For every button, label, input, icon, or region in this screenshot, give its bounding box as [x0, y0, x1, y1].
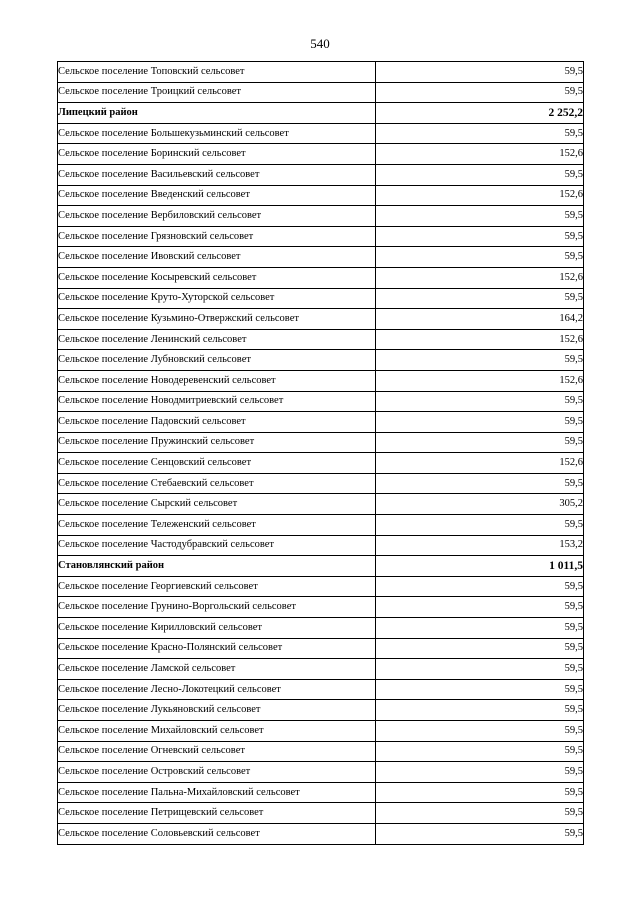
settlement-name-cell: Сельское поселение Новодмитриевский сельсовет: [58, 391, 376, 412]
amount-cell: 59,5: [376, 164, 584, 185]
table-row: [58, 82, 584, 103]
table-row: [58, 700, 584, 721]
table-row: [58, 391, 584, 412]
table-body: [58, 62, 584, 845]
table-row: [58, 515, 584, 536]
table-row: [58, 62, 584, 83]
settlement-name-cell: Сельское поселение Вербиловский сельсовет: [58, 206, 376, 227]
table-row: [58, 267, 584, 288]
amount-cell: 59,5: [376, 391, 584, 412]
table-row: [58, 350, 584, 371]
settlement-name-cell: Сельское поселение Кирилловский сельсовет: [58, 618, 376, 639]
settlement-name-cell: Сельское поселение Топовский сельсовет: [58, 62, 376, 83]
table-row: [58, 638, 584, 659]
settlement-name-cell: Сельское поселение Красно-Полянский сельсовет: [58, 638, 376, 659]
amount-cell: 305,2: [376, 494, 584, 515]
settlement-name-cell: Сельское поселение Круто-Хуторской сельсовет: [58, 288, 376, 309]
table-row: [58, 288, 584, 309]
amount-cell: 59,5: [376, 700, 584, 721]
table-row: [58, 494, 584, 515]
settlement-name-cell: Сельское поселение Сырский сельсовет: [58, 494, 376, 515]
table-row: [58, 453, 584, 474]
amount-cell: 59,5: [376, 473, 584, 494]
amount-cell: 59,5: [376, 597, 584, 618]
settlement-name-cell: Сельское поселение Косыревский сельсовет: [58, 267, 376, 288]
settlement-name-cell: Сельское поселение Грязновский сельсовет: [58, 226, 376, 247]
table-row: [58, 762, 584, 783]
settlement-name-cell: Сельское поселение Большекузьминский сельсовет: [58, 123, 376, 144]
table-row: [58, 782, 584, 803]
amount-cell: 59,5: [376, 288, 584, 309]
amount-cell: 164,2: [376, 309, 584, 330]
table-row: [58, 741, 584, 762]
amount-cell: 152,6: [376, 144, 584, 165]
table-row: [58, 618, 584, 639]
amount-cell: 59,5: [376, 123, 584, 144]
amount-cell: 59,5: [376, 721, 584, 742]
settlement-name-cell: Сельское поселение Троицкий сельсовет: [58, 82, 376, 103]
amount-cell: 59,5: [376, 515, 584, 536]
amount-cell: 59,5: [376, 226, 584, 247]
settlement-name-cell: Сельское поселение Сенцовский сельсовет: [58, 453, 376, 474]
settlement-name-cell: Сельское поселение Михайловский сельсовет: [58, 721, 376, 742]
amount-cell: 152,6: [376, 329, 584, 350]
settlement-name-cell: Сельское поселение Ламской сельсовет: [58, 659, 376, 680]
settlement-name-cell: Сельское поселение Лубновский сельсовет: [58, 350, 376, 371]
amount-cell: 59,5: [376, 576, 584, 597]
amount-cell: 152,6: [376, 453, 584, 474]
settlement-name-cell: Сельское поселение Огневский сельсовет: [58, 741, 376, 762]
table-row: [58, 597, 584, 618]
settlement-name-cell: Сельское поселение Введенский сельсовет: [58, 185, 376, 206]
table-row: [58, 803, 584, 824]
table-row: [58, 309, 584, 330]
table-row: [58, 185, 584, 206]
table-row: [58, 473, 584, 494]
amount-cell: 59,5: [376, 679, 584, 700]
table-row: [58, 823, 584, 844]
amount-cell: 59,5: [376, 62, 584, 83]
district-name-cell: Становлянский район: [58, 556, 376, 577]
amount-cell: 59,5: [376, 618, 584, 639]
district-name-cell: Липецкий район: [58, 103, 376, 124]
settlement-name-cell: Сельское поселение Лукьяновский сельсовет: [58, 700, 376, 721]
amount-cell: 152,6: [376, 267, 584, 288]
settlement-name-cell: Сельское поселение Соловьевский сельсовет: [58, 823, 376, 844]
settlement-name-cell: Сельское поселение Пальна-Михайловский сельсовет: [58, 782, 376, 803]
table-row: [58, 659, 584, 680]
table-row: [58, 329, 584, 350]
amount-cell: 59,5: [376, 350, 584, 371]
settlement-name-cell: Сельское поселение Лесно-Локотецкий сельсовет: [58, 679, 376, 700]
settlement-name-cell: Сельское поселение Кузьмино-Отвержский сельсовет: [58, 309, 376, 330]
settlement-name-cell: Сельское поселение Падовский сельсовет: [58, 412, 376, 433]
table-row: [58, 206, 584, 227]
amount-cell: 59,5: [376, 82, 584, 103]
settlement-name-cell: Сельское поселение Тележенский сельсовет: [58, 515, 376, 536]
table-row: [58, 535, 584, 556]
district-total-cell: 1 011,5: [376, 556, 584, 577]
amount-cell: 153,2: [376, 535, 584, 556]
amount-cell: 59,5: [376, 762, 584, 783]
table-row: [58, 123, 584, 144]
district-row: [58, 556, 584, 577]
table-row: [58, 247, 584, 268]
settlement-name-cell: Сельское поселение Боринский сельсовет: [58, 144, 376, 165]
settlement-name-cell: Сельское поселение Стебаевский сельсовет: [58, 473, 376, 494]
table-row: [58, 432, 584, 453]
settlement-name-cell: Сельское поселение Грунино-Воргольский сельсовет: [58, 597, 376, 618]
amount-cell: 152,6: [376, 370, 584, 391]
amount-cell: 59,5: [376, 803, 584, 824]
amount-cell: 59,5: [376, 659, 584, 680]
amount-cell: 152,6: [376, 185, 584, 206]
settlement-name-cell: Сельское поселение Васильевский сельсовет: [58, 164, 376, 185]
amount-cell: 59,5: [376, 432, 584, 453]
settlement-name-cell: Сельское поселение Георгиевский сельсовет: [58, 576, 376, 597]
table-row: [58, 226, 584, 247]
settlement-name-cell: Сельское поселение Ленинский сельсовет: [58, 329, 376, 350]
settlement-name-cell: Сельское поселение Частодубравский сельсовет: [58, 535, 376, 556]
district-total-cell: 2 252,2: [376, 103, 584, 124]
amount-cell: 59,5: [376, 823, 584, 844]
amount-cell: 59,5: [376, 782, 584, 803]
table-row: [58, 164, 584, 185]
table-row: [58, 576, 584, 597]
settlement-name-cell: Сельское поселение Ивовский сельсовет: [58, 247, 376, 268]
table-row: [58, 721, 584, 742]
amount-cell: 59,5: [376, 247, 584, 268]
amount-cell: 59,5: [376, 741, 584, 762]
settlement-name-cell: Сельское поселение Новодеревенский сельсовет: [58, 370, 376, 391]
amount-cell: 59,5: [376, 206, 584, 227]
settlement-name-cell: Сельское поселение Островский сельсовет: [58, 762, 376, 783]
amount-cell: 59,5: [376, 638, 584, 659]
table-row: [58, 144, 584, 165]
table-row: [58, 412, 584, 433]
allocation-table: [57, 61, 584, 845]
table-row: [58, 679, 584, 700]
settlement-name-cell: Сельское поселение Пружинский сельсовет: [58, 432, 376, 453]
amount-cell: 59,5: [376, 412, 584, 433]
page-number: 540: [310, 36, 330, 51]
district-row: [58, 103, 584, 124]
table-row: [58, 370, 584, 391]
settlement-name-cell: Сельское поселение Петрищевский сельсовет: [58, 803, 376, 824]
